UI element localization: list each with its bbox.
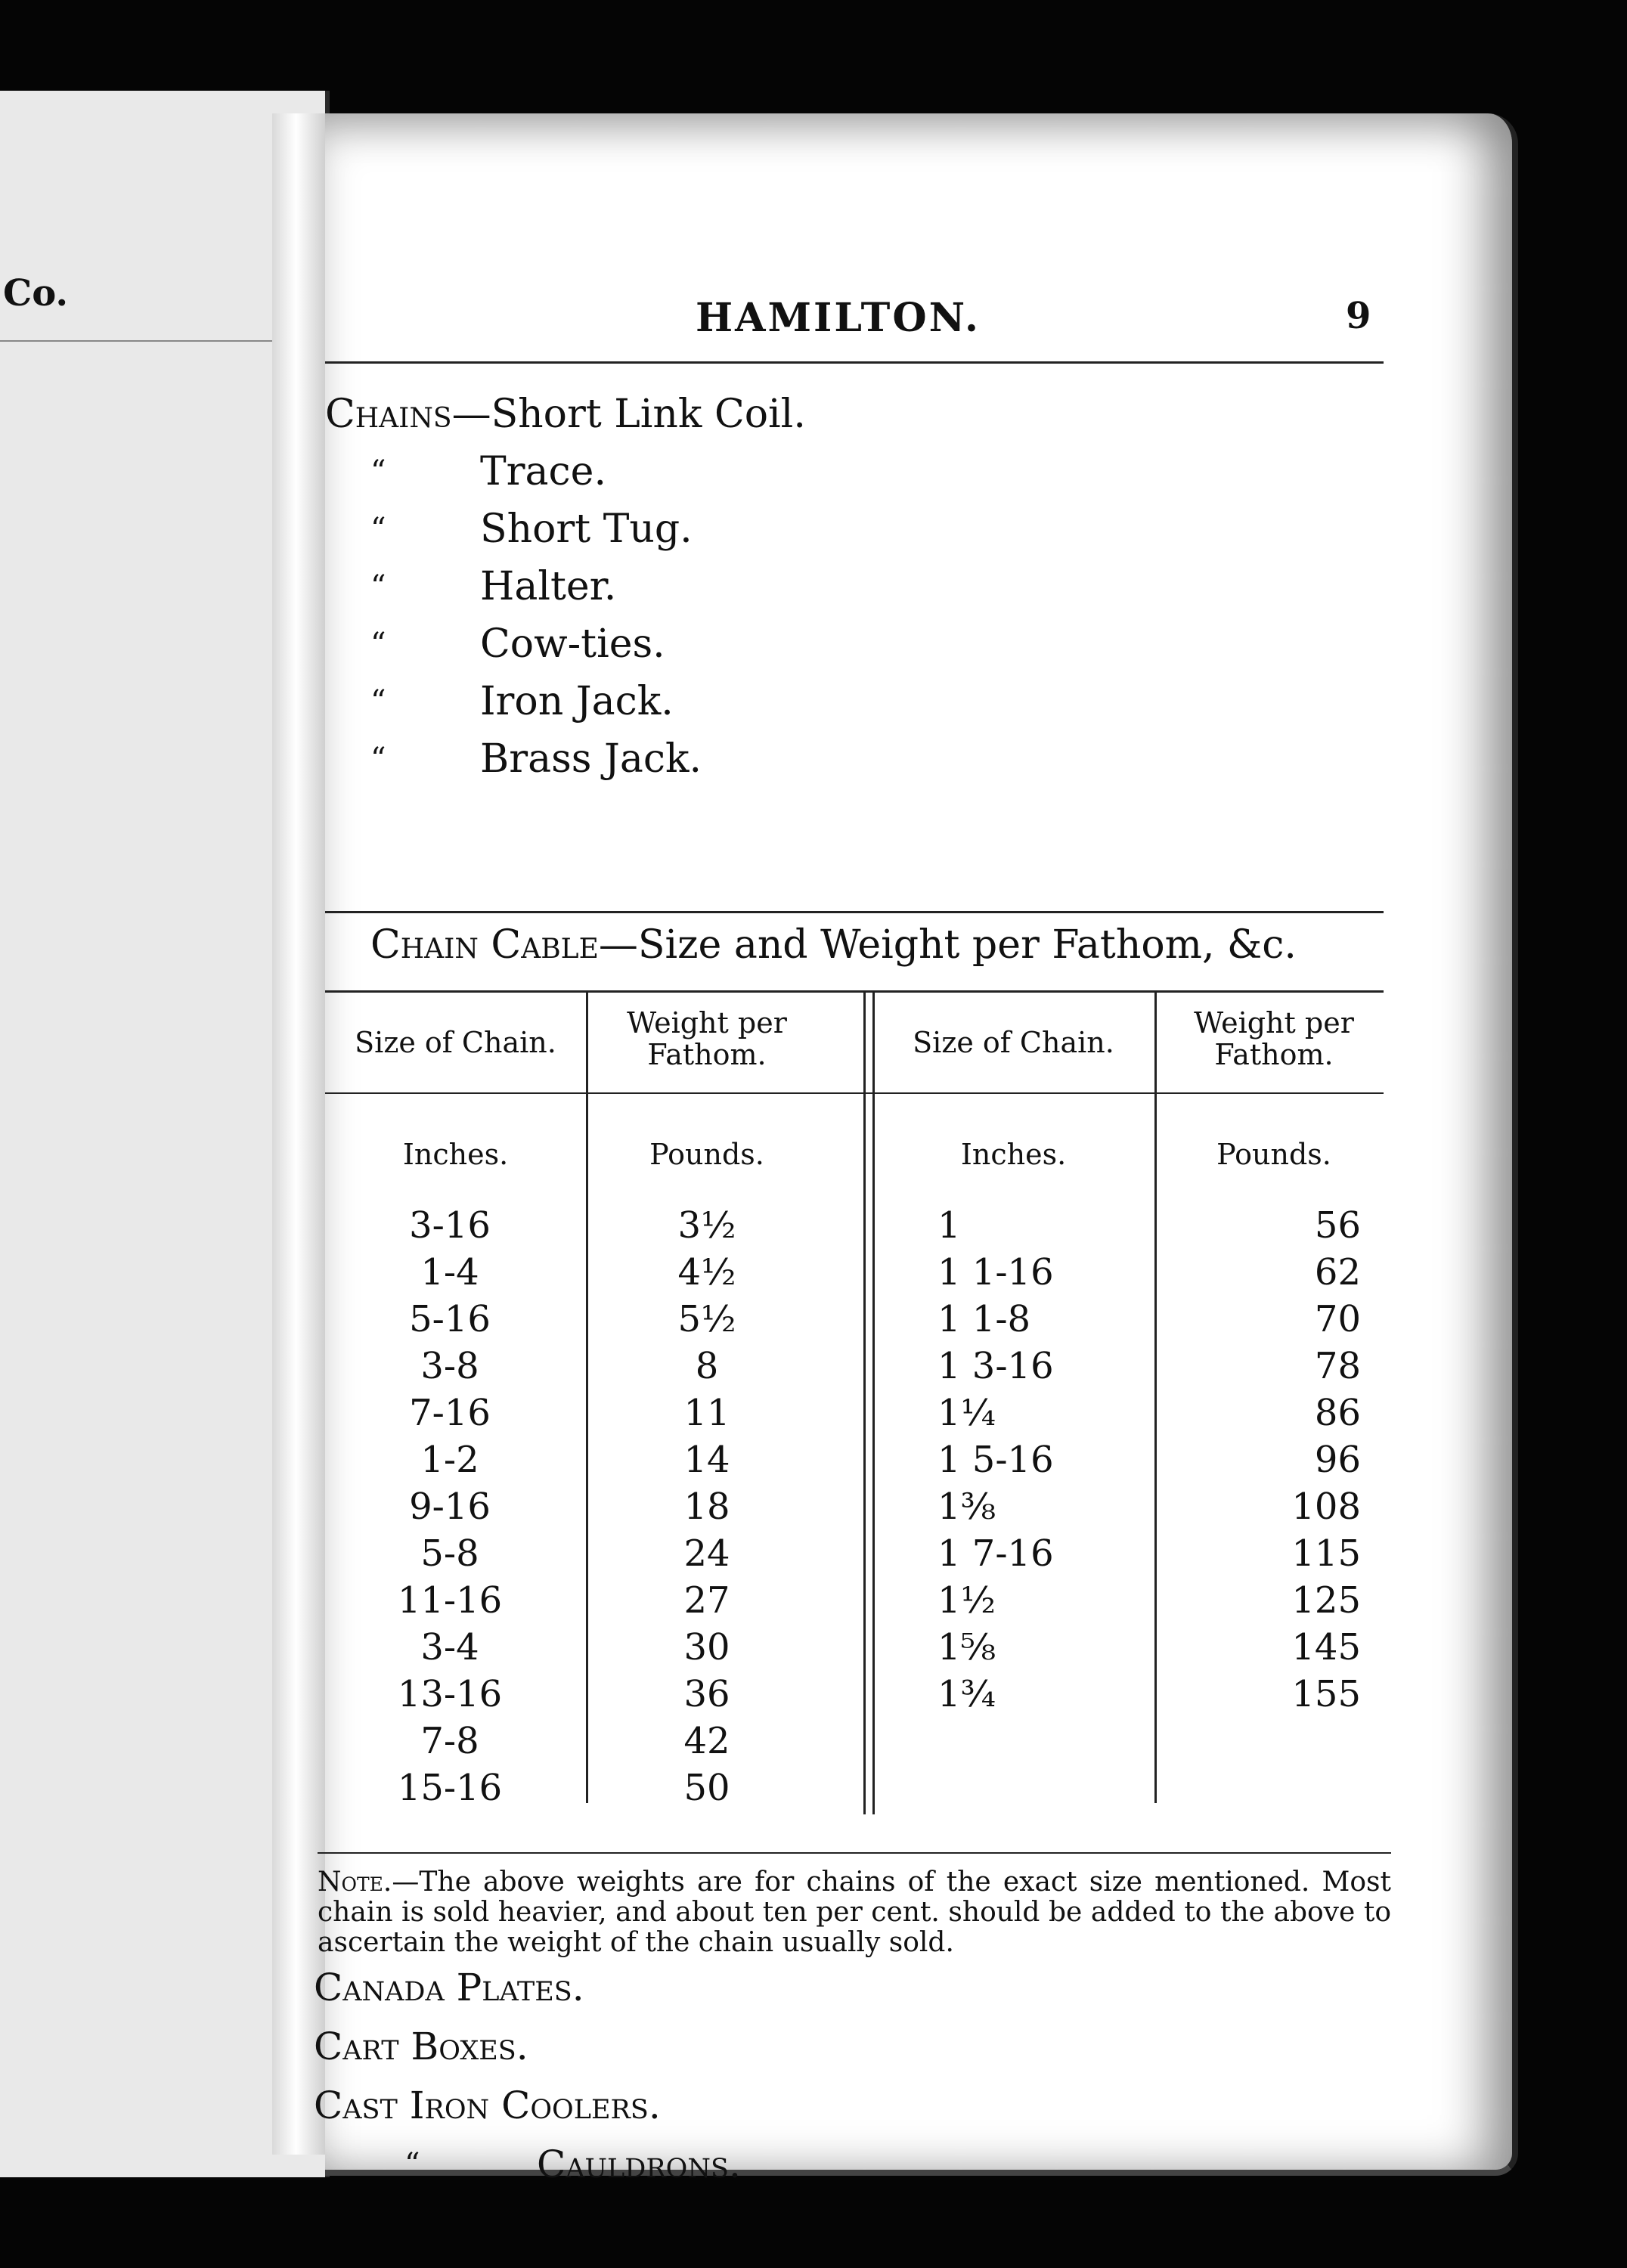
page-title: HAMILTON. <box>696 295 981 341</box>
unit-label: Inches. <box>402 1138 509 1171</box>
note-label: Note. <box>318 1867 392 1898</box>
table-cell: 36 <box>683 1673 730 1715</box>
table-cell: 27 <box>683 1579 730 1622</box>
chains-first-item: —Short Link Coil. <box>451 392 806 437</box>
table-header: Weight per Fathom. <box>627 1006 787 1071</box>
table-cell: 1½ <box>937 1579 996 1622</box>
left-size-column <box>355 1202 544 1811</box>
table-cell: 50 <box>683 1767 730 1809</box>
table-top-rule <box>325 990 1384 993</box>
catalog-sub-item: Cauldrons. <box>537 2143 741 2186</box>
left-weight-column <box>620 1202 794 1811</box>
section-rule <box>325 911 1384 913</box>
table-cell: 1¾ <box>937 1673 996 1715</box>
catalog-item: Cast Iron Coolers. <box>314 2084 661 2127</box>
table-cell: 1 3-16 <box>937 1345 1054 1387</box>
chain-item: Short Tug. <box>480 507 693 552</box>
table-cell: 9-16 <box>409 1486 491 1528</box>
table-cell: 42 <box>683 1720 730 1762</box>
table-cell: 14 <box>683 1439 730 1481</box>
unit-label: Inches. <box>960 1138 1067 1171</box>
left-page-fragment: Co. <box>3 272 69 314</box>
page-number: 9 <box>1346 295 1371 337</box>
table-cell: 3-4 <box>420 1626 479 1668</box>
chain-cable-lead: Chain Cable <box>370 922 599 968</box>
note-rule <box>318 1852 1391 1854</box>
table-cell: 1⅝ <box>937 1626 996 1668</box>
table-cell: 1 1-8 <box>937 1298 1031 1340</box>
ditto-mark: “ <box>370 742 386 776</box>
book-spine <box>272 113 325 2155</box>
table-cell: 1¼ <box>937 1392 996 1434</box>
table-cell: 1 1-16 <box>937 1251 1054 1294</box>
table-cell: 4½ <box>677 1251 736 1294</box>
ditto-mark: “ <box>370 684 386 719</box>
footnote <box>318 1867 1391 1958</box>
page-header <box>325 287 1512 348</box>
table-header-rule <box>325 1092 1384 1094</box>
table-cell: 1 5-16 <box>937 1439 1054 1481</box>
table-cell: 24 <box>683 1532 730 1575</box>
table-cell: 145 <box>1291 1626 1361 1668</box>
ditto-mark: “ <box>370 454 386 489</box>
table-cell: 1⅜ <box>937 1486 996 1528</box>
ditto-mark: “ <box>370 569 386 604</box>
table-cell: 1-4 <box>420 1251 479 1294</box>
left-page-rule <box>0 340 302 342</box>
table-divider <box>586 990 588 1803</box>
table-cell: 5½ <box>677 1298 736 1340</box>
table-header: Size of Chain. <box>355 1026 556 1059</box>
header-rule <box>325 361 1384 364</box>
table-cell: 108 <box>1291 1486 1361 1528</box>
table-cell: 56 <box>1314 1204 1361 1247</box>
table-cell: 1 7-16 <box>937 1532 1054 1575</box>
table-cell: 96 <box>1314 1439 1361 1481</box>
catalog-page <box>314 113 1518 2186</box>
table-cell: 115 <box>1291 1532 1361 1575</box>
table-divider <box>872 990 875 1814</box>
table-cell: 62 <box>1314 1251 1361 1294</box>
catalog-item: Canada Plates. <box>314 1966 584 2009</box>
table-cell: 3-8 <box>420 1345 479 1387</box>
table-header: Size of Chain. <box>913 1026 1114 1059</box>
table-cell: 70 <box>1314 1298 1361 1340</box>
table-cell: 8 <box>695 1345 719 1387</box>
table-cell: 11-16 <box>397 1579 503 1622</box>
chain-item: Halter. <box>480 564 617 609</box>
table-cell: 30 <box>683 1626 730 1668</box>
table-cell: 1-2 <box>420 1439 479 1481</box>
table-cell: 78 <box>1314 1345 1361 1387</box>
list-item <box>314 2076 661 2135</box>
ditto-mark: “ <box>370 627 386 662</box>
table-cell: 7-16 <box>409 1392 491 1434</box>
table-cell: 18 <box>683 1486 730 1528</box>
right-weight-column <box>1210 1202 1361 1718</box>
catalog-item: Cart Boxes. <box>314 2025 528 2068</box>
bottom-items-list <box>314 1958 741 2194</box>
chain-item: Iron Jack. <box>480 679 674 724</box>
chains-lead: Chains <box>325 392 452 437</box>
table-cell: 15-16 <box>397 1767 503 1809</box>
chain-cable-table <box>325 990 1384 1845</box>
ditto-mark: “ <box>404 2147 420 2182</box>
table-cell: 13-16 <box>397 1673 503 1715</box>
chain-cable-rest: —Size and Weight per Fathom, &c. <box>598 922 1297 968</box>
table-divider <box>863 990 866 1814</box>
chain-item: Brass Jack. <box>480 736 702 782</box>
right-size-column <box>937 1202 1127 1718</box>
table-cell: 5-8 <box>420 1532 479 1575</box>
list-item <box>314 1958 661 2017</box>
table-cell: 7-8 <box>420 1720 479 1762</box>
unit-label: Pounds. <box>649 1138 764 1171</box>
chain-item: Cow-ties. <box>480 621 665 667</box>
list-item <box>314 2017 661 2076</box>
chain-item: Trace. <box>480 449 606 494</box>
table-cell: 3-16 <box>409 1204 491 1247</box>
unit-label: Pounds. <box>1216 1138 1331 1171</box>
table-header: Weight per Fathom. <box>1194 1006 1354 1071</box>
table-cell: 11 <box>683 1392 730 1434</box>
list-item <box>314 2135 741 2194</box>
table-cell: 1 <box>937 1204 961 1247</box>
chain-cable-heading <box>370 922 1297 968</box>
table-cell: 3½ <box>677 1204 736 1247</box>
table-divider <box>1154 990 1157 1803</box>
table-cell: 86 <box>1314 1392 1361 1434</box>
table-cell: 125 <box>1291 1579 1361 1622</box>
table-cell: 155 <box>1291 1673 1361 1715</box>
table-cell: 5-16 <box>409 1298 491 1340</box>
note-text: —The above weights are for chains of the exact size mentioned. Most chain is sold heavier, and about ten per cent. should be added to the above to ascertain the weight of the chain usually sold. <box>318 1867 1391 1958</box>
ditto-mark: “ <box>370 512 386 547</box>
